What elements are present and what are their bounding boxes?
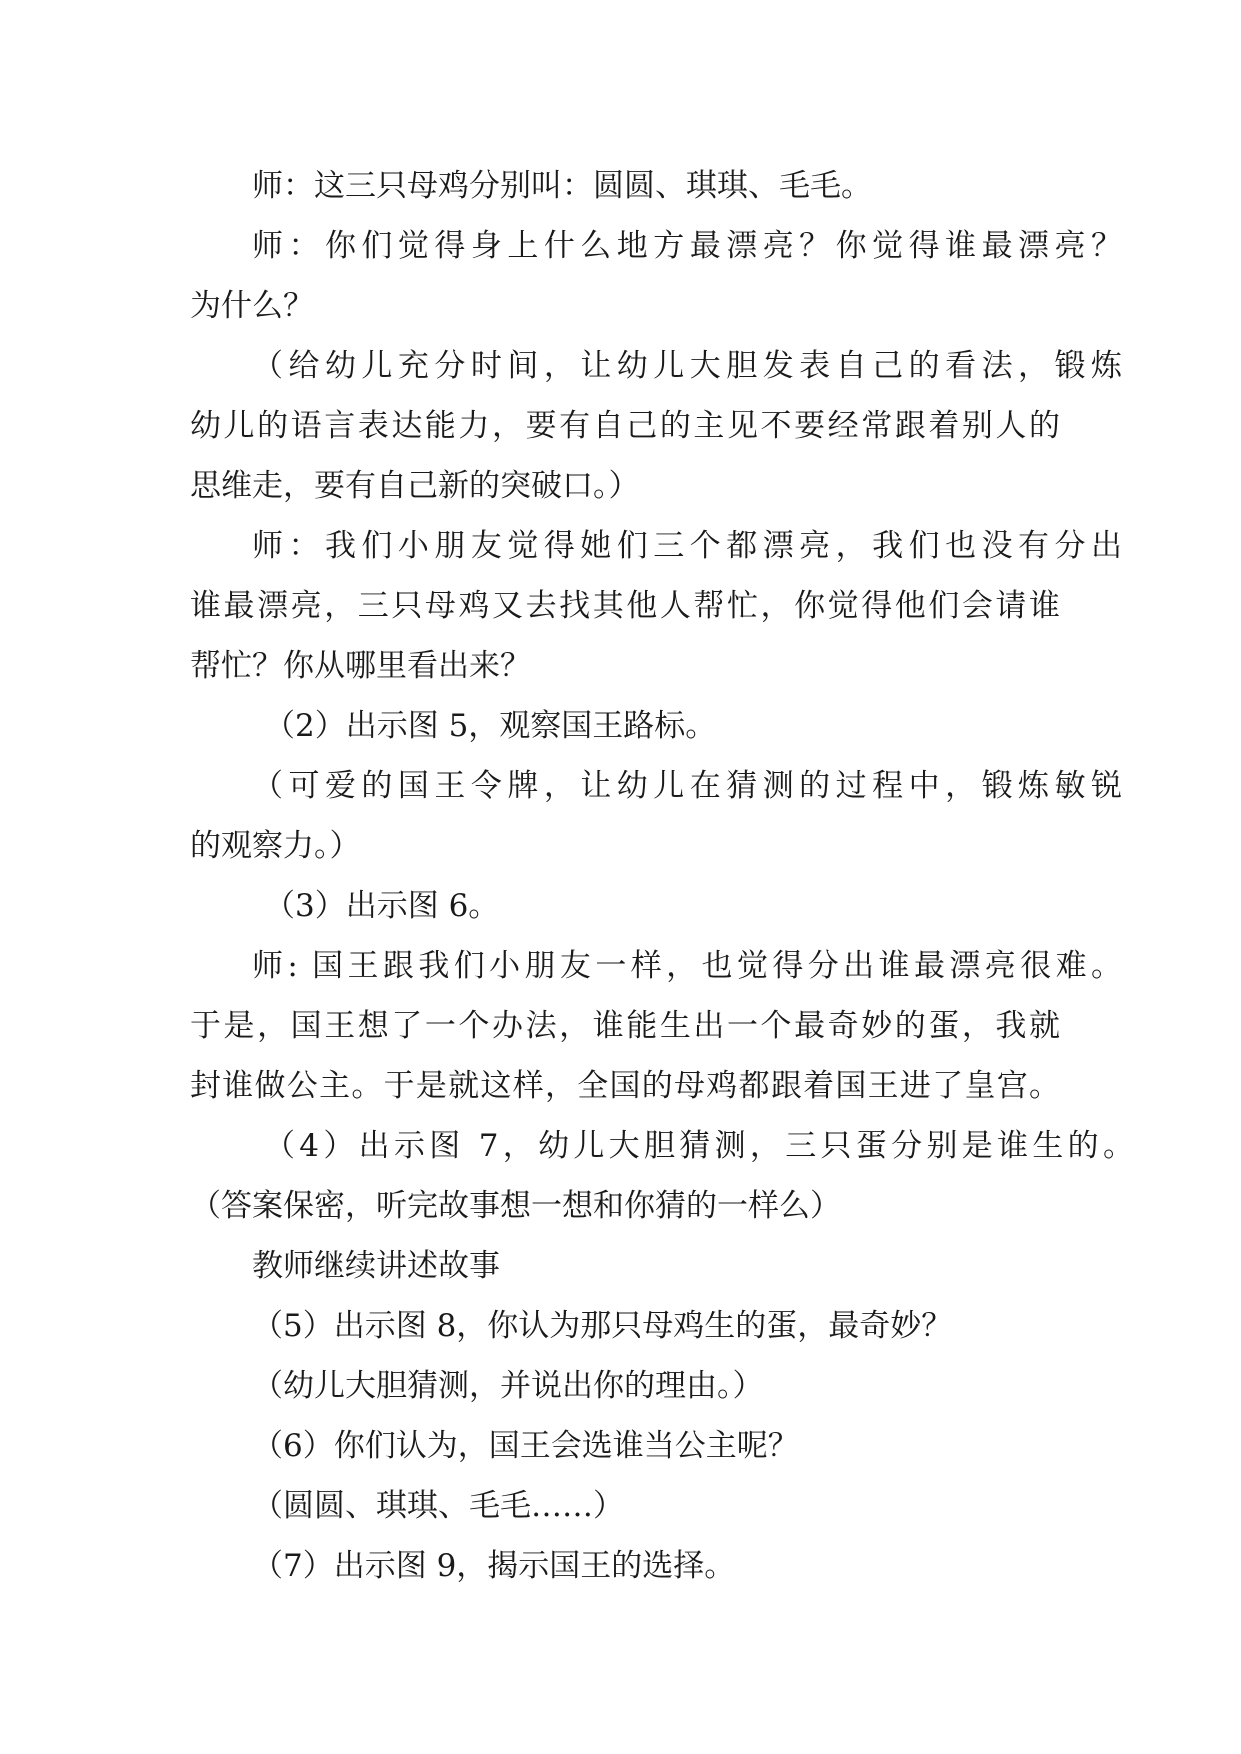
paragraph-line: 师: 国王跟我们小朋友一样，也觉得分出谁最漂亮很难。 bbox=[252, 948, 1122, 984]
paragraph-line: （7）出示图 9，揭示国王的选择。 bbox=[252, 1548, 736, 1584]
paragraph-line: （可爱的国王令牌，让幼儿在猜测的过程中，锻炼敏锐 bbox=[252, 768, 1122, 804]
paragraph-line: 为什么？ bbox=[190, 288, 314, 324]
paragraph-line: 教师继续讲述故事 bbox=[252, 1248, 500, 1284]
paragraph-line: 幼儿的语言表达能力，要有自己的主见不要经常跟着别人的 bbox=[190, 408, 1060, 444]
paragraph-line: 的观察力。） bbox=[190, 828, 361, 864]
paragraph-line: 帮忙？你从哪里看出来？ bbox=[190, 648, 531, 684]
paragraph-line: （圆圆、琪琪、毛毛……） bbox=[252, 1488, 624, 1524]
paragraph-line: 谁最漂亮，三只母鸡又去找其他人帮忙，你觉得他们会请谁 bbox=[190, 588, 1060, 624]
paragraph-line: 师：我们小朋友觉得她们三个都漂亮，我们也没有分出 bbox=[252, 528, 1122, 564]
paragraph-line: 师：你们觉得身上什么地方最漂亮？你觉得谁最漂亮？ bbox=[252, 228, 1122, 264]
paragraph-line: 封谁做公主。于是就这样，全国的母鸡都跟着国王进了皇宫。 bbox=[190, 1068, 1060, 1104]
paragraph-line: 于是，国王想了一个办法，谁能生出一个最奇妙的蛋，我就 bbox=[190, 1008, 1060, 1044]
paragraph-line: （3）出示图 6。 bbox=[264, 888, 500, 924]
paragraph-line: （幼儿大胆猜测，并说出你的理由。） bbox=[252, 1368, 764, 1404]
paragraph-line: 师：这三只母鸡分别叫：圆圆、琪琪、毛毛。 bbox=[252, 168, 872, 204]
paragraph-line: （5）出示图 8，你认为那只母鸡生的蛋，最奇妙？ bbox=[252, 1308, 953, 1344]
paragraph-line: 思维走，要有自己新的突破口。） bbox=[190, 468, 640, 504]
paragraph-line: （4）出示图 7，幼儿大胆猜测，三只蛋分别是谁生的。 bbox=[264, 1128, 1134, 1164]
paragraph-line: （答案保密，听完故事想一想和你猜的一样么） bbox=[190, 1188, 841, 1224]
paragraph-line: （2）出示图 5，观察国王路标。 bbox=[264, 708, 717, 744]
paragraph-line: （6）你们认为，国王会选谁当公主呢？ bbox=[252, 1428, 799, 1464]
paragraph-line: （给幼儿充分时间，让幼儿大胆发表自己的看法，锻炼 bbox=[252, 348, 1122, 384]
